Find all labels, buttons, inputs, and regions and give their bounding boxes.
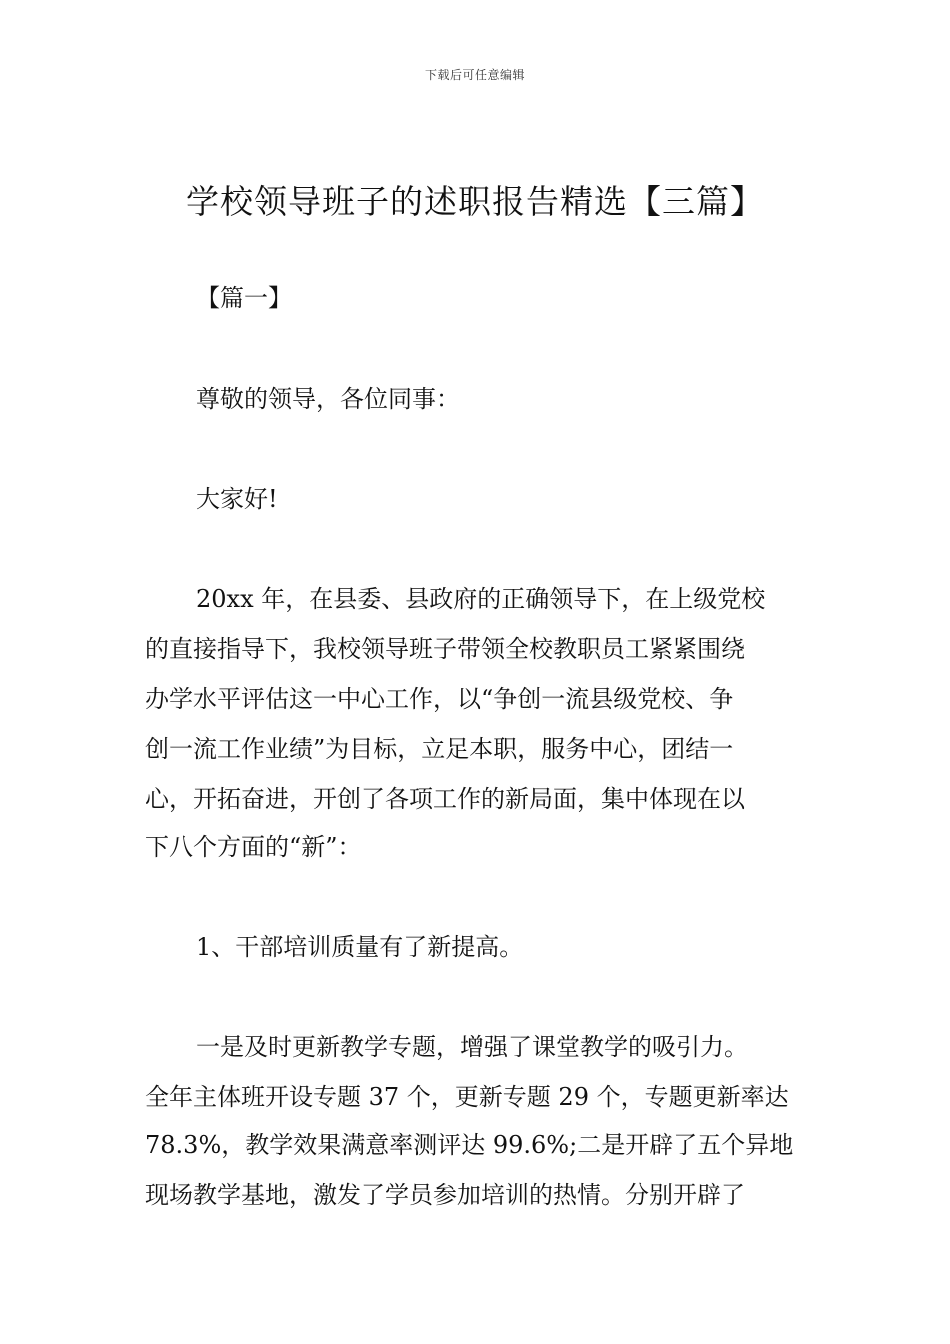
salutation: 尊敬的领导，各位同事： bbox=[196, 385, 460, 413]
paragraph-line: 全年主体班开设专题 37 个，更新专题 29 个，专题更新率达 bbox=[145, 1083, 789, 1111]
paragraph-line: 办学水平评估这一中心工作，以“争创一流县级党校、争 bbox=[145, 685, 734, 713]
paragraph-line: 20xx 年，在县委、县政府的正确领导下，在上级党校 bbox=[196, 585, 766, 613]
document-title: 学校领导班子的述职报告精选【三篇】 bbox=[186, 182, 764, 221]
paragraph-line: 的直接指导下，我校领导班子带领全校教职员工紧紧围绕 bbox=[145, 635, 745, 663]
section-heading-1: 1、干部培训质量有了新提高。 bbox=[196, 933, 524, 961]
paragraph-line: 创一流工作业绩”为目标，立足本职，服务中心，团结一 bbox=[145, 735, 734, 763]
section-label: 【篇一】 bbox=[196, 284, 292, 312]
paragraph-line: 78.3%，教学效果满意率测评达 99.6%;二是开辟了五个异地 bbox=[145, 1131, 794, 1159]
paragraph-line: 心，开拓奋进，开创了各项工作的新局面，集中体现在以 bbox=[145, 785, 745, 813]
greeting: 大家好! bbox=[196, 485, 278, 513]
paragraph-line: 一是及时更新教学专题，增强了课堂教学的吸引力。 bbox=[196, 1033, 748, 1061]
header-note: 下载后可任意编辑 bbox=[424, 68, 525, 82]
paragraph-line: 下八个方面的“新”： bbox=[145, 833, 362, 861]
paragraph-line: 现场教学基地，激发了学员参加培训的热情。分别开辟了 bbox=[145, 1181, 745, 1209]
